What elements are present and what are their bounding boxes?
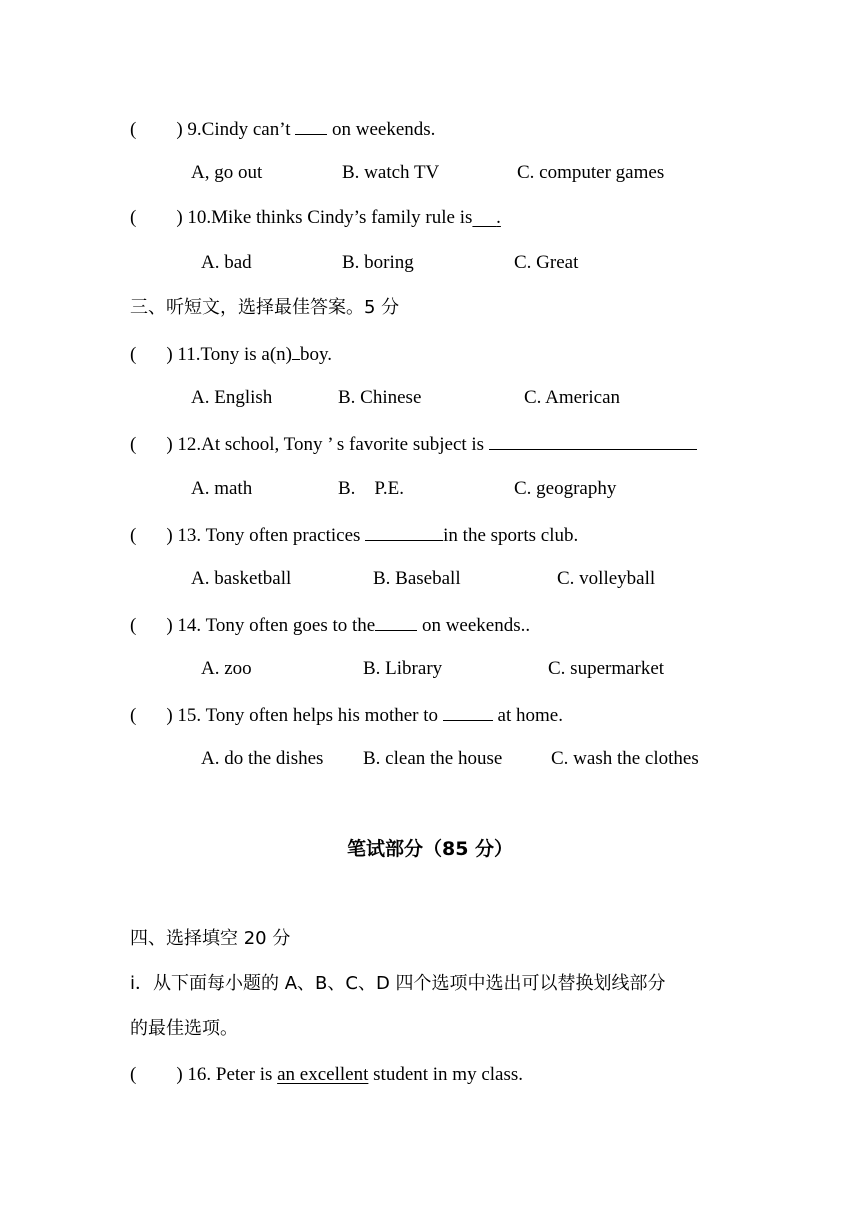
instruction-line-2: 的最佳选项。	[130, 1018, 238, 1039]
option-a: A. bad	[201, 252, 252, 273]
question-stem-end: on weekends..	[417, 615, 531, 636]
answer-blank	[292, 341, 300, 360]
answer-paren[interactable]: ( )	[130, 434, 173, 455]
option-c: C. wash the clothes	[551, 748, 699, 769]
answer-paren[interactable]: ( )	[130, 207, 183, 228]
option-b: B. P.E.	[338, 478, 404, 499]
answer-blank	[365, 522, 443, 541]
option-c: C. American	[524, 387, 621, 408]
answer-blank	[489, 431, 697, 450]
option-a: A. zoo	[201, 658, 252, 679]
option-a: A, go out	[191, 162, 263, 183]
option-b: B. boring	[342, 252, 414, 273]
question-stem: 14. Tony often goes to the	[177, 615, 376, 636]
question-stem: 12.At school, Tony ’ s favorite subject is	[177, 434, 489, 455]
question-12	[130, 431, 697, 457]
question-stem: 15. Tony often helps his mother to	[177, 705, 443, 726]
answer-blank	[375, 612, 417, 631]
option-b: B. clean the house	[363, 748, 503, 769]
option-a: A. do the dishes	[201, 748, 324, 769]
section-heading-written: 笔试部分（85 分）	[346, 838, 514, 860]
option-c: C. computer games	[517, 162, 665, 183]
option-a: A. math	[191, 478, 253, 499]
question-stem-end: boy.	[300, 344, 333, 365]
question-stem: 9.Cindy can’t	[187, 119, 296, 140]
question-stem: 11.Tony is a(n)	[177, 344, 292, 365]
question-stem: 16. Peter is	[187, 1064, 278, 1085]
question-10	[130, 206, 501, 230]
question-stem-end: student in my class.	[368, 1064, 524, 1085]
option-b: B. Library	[363, 658, 443, 679]
option-a: A. basketball	[191, 568, 292, 589]
section-heading-listening: 三、听短文，选择最佳答案。5 分	[130, 297, 400, 318]
option-c: C. Great	[514, 252, 579, 273]
question-15	[130, 702, 563, 728]
option-b: B. Chinese	[338, 387, 422, 408]
option-c: C. supermarket	[548, 658, 665, 679]
answer-blank	[295, 116, 327, 135]
question-stem: 10.Mike thinks Cindy’s family rule is	[187, 207, 473, 228]
answer-paren[interactable]: ( )	[130, 1064, 183, 1085]
question-13	[130, 522, 578, 548]
section-heading-choice: 四、选择填空 20 分	[130, 928, 291, 949]
answer-blank: .	[496, 207, 501, 228]
answer-paren[interactable]: ( )	[130, 615, 173, 636]
answer-paren[interactable]: ( )	[130, 344, 173, 365]
answer-paren[interactable]: ( )	[130, 705, 173, 726]
underlined-phrase: an excellent	[277, 1064, 369, 1085]
question-stem-end: at home.	[492, 705, 563, 726]
question-stem: 13. Tony often practices	[177, 525, 366, 546]
instruction-line-1: i．从下面每小题的 A、B、C、D 四个选项中选出可以替换划线部分	[130, 973, 666, 994]
question-9	[130, 116, 435, 142]
answer-blank	[443, 702, 493, 721]
question-stem-end: in the sports club.	[443, 525, 579, 546]
question-11	[130, 341, 332, 367]
option-b: B. Baseball	[373, 568, 461, 589]
question-16	[130, 1063, 523, 1087]
option-a: A. English	[191, 387, 273, 408]
question-stem-end: on weekends.	[327, 119, 436, 140]
option-c: C. geography	[514, 478, 617, 499]
option-b: B. watch TV	[342, 162, 440, 183]
answer-paren[interactable]: ( )	[130, 119, 183, 140]
option-c: C. volleyball	[557, 568, 656, 589]
answer-paren[interactable]: ( )	[130, 525, 173, 546]
question-14	[130, 612, 530, 638]
